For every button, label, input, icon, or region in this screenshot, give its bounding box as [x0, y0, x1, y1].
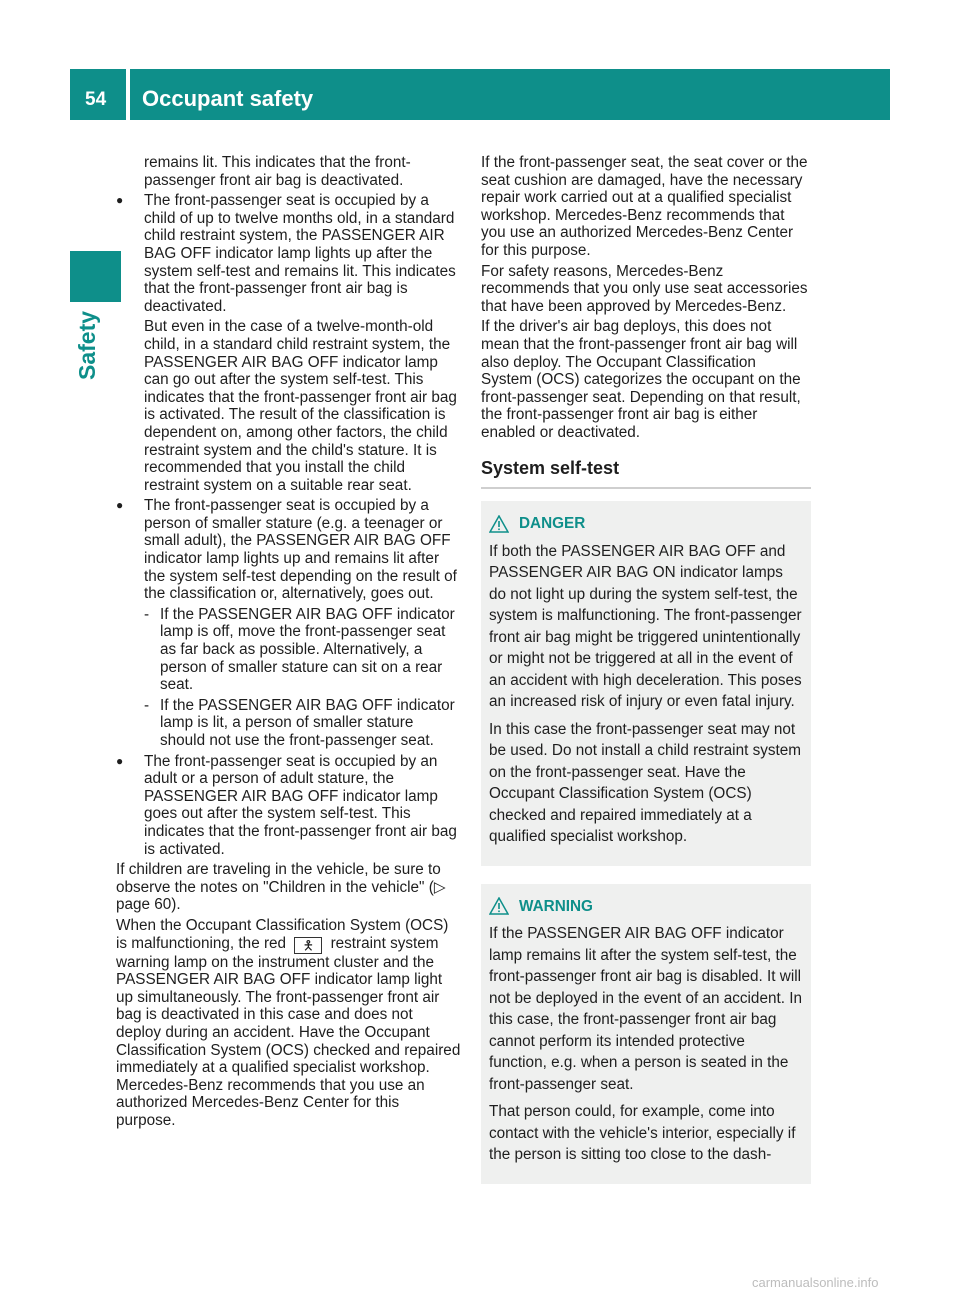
- sub-item-text: If the PASSENGER AIR BAG OFF indicator lamp is lit, a person of smaller stature should not use the front-passenger seat.: [160, 696, 455, 749]
- bullet-text: The front-passenger seat is occupied by a child of up to twelve months old, in a standard child restraint system, the PASSENGER AIR BAG OFF indicator lamp lights up after the system self-test and remains lit. This indicates that the front-passenger front air bag is deactivated.: [144, 192, 456, 315]
- page-number: 54: [85, 89, 107, 110]
- warning-header: [489, 896, 803, 918]
- danger-text: In this case the front-passenger seat may not be used. Do not install a child restraint system on the front-passenger seat. Have the Occupant Classification System (OCS) checked and repaired immediately at a qualified specialist workshop.: [489, 720, 802, 846]
- seat-damage-text: If the front-passenger seat, the seat cover or the seat cushion are damaged, have the necessary repair work carried out at a qualified specialist workshop. Mercedes-Benz recommends that you use an authorized Mercedes-Benz Center for this purpose.: [481, 154, 808, 259]
- list-item: [116, 192, 462, 315]
- dash-icon: -: [144, 696, 150, 714]
- list-item: [116, 753, 462, 859]
- side-tab-label: Safety: [74, 310, 100, 380]
- danger-header: [489, 513, 803, 535]
- dash-icon: -: [144, 605, 150, 623]
- page-title: Occupant safety: [142, 86, 314, 111]
- intro-text: remains lit. This indicates that the front-passenger front air bag is deactivated.: [144, 154, 411, 189]
- list-item: [116, 497, 462, 603]
- section-heading: System self-test: [481, 460, 811, 490]
- children-note: If children are traveling in the vehicle, be sure to observe the notes on "Children in the vehicle" (▷ page 60).: [116, 861, 446, 914]
- ocs-categorization-text: If the driver's air bag deploys, this does not mean that the front-passenger front air bag will also deploy. The Occupant Classification System (OCS) categorizes the occupant on the front-passenger seat. Depending on that result, the front-passenger front air bag is either enabled or deactivated.: [481, 318, 801, 441]
- restraint-system-warning-icon: 🯅: [294, 937, 322, 954]
- ocs-text-part1: When the Occupant Classification System (OCS) is malfunctioning, the red: [116, 916, 449, 952]
- warning-title: WARNING: [519, 897, 593, 915]
- sub-item-text: If the PASSENGER AIR BAG OFF indicator lamp is off, move the front-passenger seat as far back as possible. Alternatively, a person of smaller stature can sit on a rear seat.: [160, 605, 455, 694]
- warning-text: If the PASSENGER AIR BAG OFF indicator lamp remains lit after the system self-test, the front-passenger front air bag is disabled. It will not be deployed in the event of an accident. In this case, the front-passenger front air bag cannot perform its intended protective function, e.g. when a person is seated in the front-passenger seat.: [489, 925, 802, 1093]
- bullet-icon: ●: [116, 498, 124, 513]
- ocs-malfunction-text: [116, 917, 462, 1130]
- warning-box: [481, 884, 811, 1184]
- watermark: carmanualsonline.info: [752, 1275, 879, 1290]
- warning-text: That person could, for example, come into contact with the vehicle's interior, especially if the person is sitting too close to the dash-: [489, 1103, 796, 1164]
- danger-box: [481, 501, 811, 866]
- sub-list-item: [116, 697, 462, 750]
- bullet-continuation: But even in the case of a twelve-month-old child, in a standard child restraint system, the PASSENGER AIR BAG OFF indicator lamp can go out after the system self-test. This indicates that the front-passenger front air bag is activated. The result of the classification is dependent on, among other factors, the child restraint system and the child's stature. It is recommended that you install the child restraint system on a suitable rear seat.: [144, 318, 457, 494]
- bullet-icon: ●: [116, 753, 124, 768]
- page-header: [70, 69, 890, 120]
- ocs-text-part2: restraint system warning lamp on the instrument cluster and the PASSENGER AIR BAG OFF indicator lamp light up simultaneously. The front-passenger front air bag is deactivated in this case and does not deploy during an accident. Have the Occupant Classification System (OCS) checked and repaired immediately at a qualified specialist workshop. Mercedes-Benz recommends that you use an authorized Mercedes-Benz Center for this purpose.: [116, 934, 461, 1129]
- bullet-text: The front-passenger seat is occupied by an adult or a person of adult stature, the PASSENGER AIR BAG OFF indicator lamp goes out after the system self-test. This indicates that the front-passenger front air bag is activated.: [144, 752, 457, 858]
- danger-title: DANGER: [519, 515, 586, 533]
- right-column: [481, 154, 811, 1184]
- danger-text: If both the PASSENGER AIR BAG OFF and PASSENGER AIR BAG ON indicator lamps do not light up during the system self-test, the system is malfunctioning. The front-passenger front air bag might be triggered unintentionally or might not be triggered at all in the event of an accident with high deceleration. This poses an increased risk of injury or even fatal injury.: [489, 542, 802, 711]
- side-tab-marker: [70, 251, 121, 302]
- bullet-icon: ●: [116, 193, 124, 208]
- seat-accessories-text: For safety reasons, Mercedes-Benz recommends that you only use seat accessories that have been approved by Mercedes-Benz.: [481, 262, 808, 315]
- warning-triangle-icon: [489, 897, 509, 915]
- header-divider: [126, 69, 130, 120]
- warning-triangle-icon: [489, 515, 509, 533]
- bullet-text: The front-passenger seat is occupied by a person of smaller stature (e.g. a teenager or small adult), the PASSENGER AIR BAG OFF indicator lamp lights up and remains lit after the system self-test depending on the result of the classification or, alternatively, goes out.: [144, 497, 457, 603]
- sub-list-item: [116, 606, 462, 694]
- left-column: [116, 154, 462, 1132]
